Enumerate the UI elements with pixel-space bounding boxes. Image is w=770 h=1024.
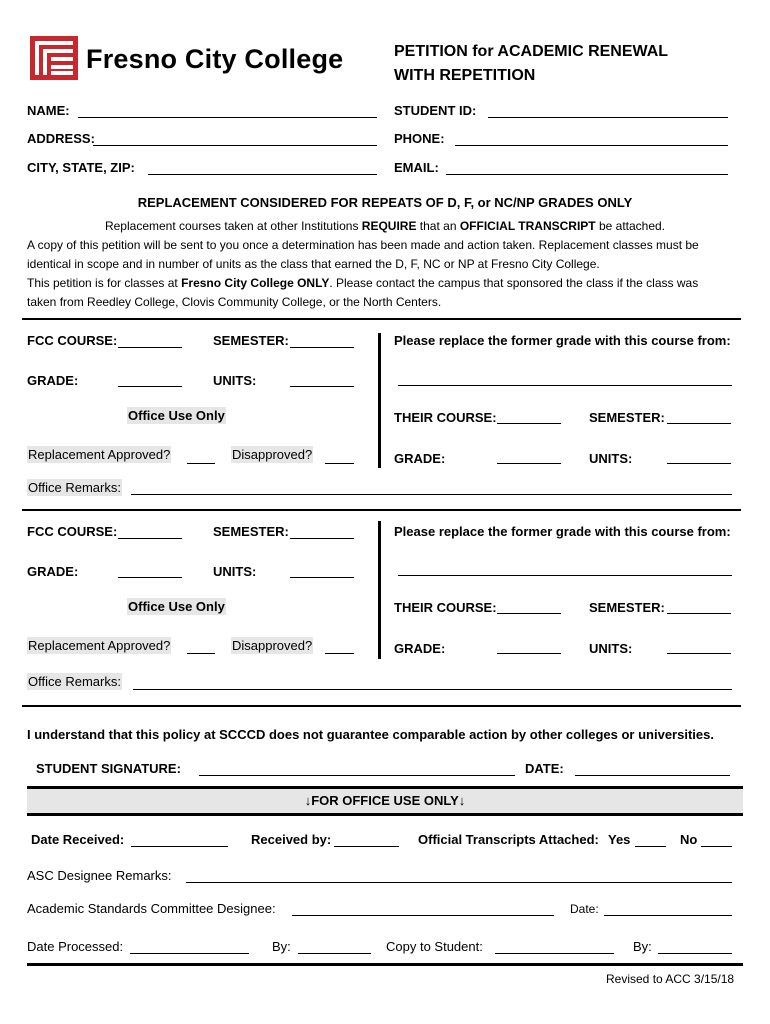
form-title-line2: WITH REPETITION	[394, 67, 536, 84]
signature-date-label: DATE:	[525, 761, 564, 776]
units-field[interactable]	[290, 386, 354, 387]
transcripts-attached-label: Official Transcripts Attached:	[418, 832, 599, 847]
intro-line5: taken from Reedley College, Clovis Community College, or the North Centers.	[27, 295, 442, 309]
their-units-label: UNITS:	[589, 641, 633, 656]
units-label: UNITS:	[213, 564, 257, 579]
received-by-label: Received by:	[251, 832, 332, 847]
their-semester-field[interactable]	[667, 423, 731, 424]
disapproved-label: Disapproved?	[232, 638, 313, 653]
transcripts-yes-field[interactable]	[635, 846, 666, 847]
other-college-field[interactable]	[398, 575, 732, 576]
college-logo	[30, 36, 78, 80]
college-name: Fresno City College	[86, 44, 344, 74]
intro-line4: This petition is for classes at Fresno City College ONLY. Please contact the campus that sponsored the class if the class was	[27, 276, 699, 290]
received-by-field[interactable]	[334, 846, 399, 847]
revised-note: Revised to ACC 3/15/18	[606, 972, 735, 986]
their-course-field[interactable]	[497, 613, 561, 614]
semester-label: SEMESTER:	[213, 333, 289, 348]
units-field[interactable]	[290, 577, 354, 578]
intro-line3: identical in scope and in number of units as the class that earned the D, F, NC or NP at Fresno City College.	[27, 257, 600, 271]
office-remarks-label: Office Remarks:	[28, 674, 121, 689]
their-semester-field[interactable]	[667, 613, 731, 614]
their-grade-label: GRADE:	[394, 641, 446, 656]
phone-label: PHONE:	[394, 131, 445, 146]
intro-line1: Replacement courses taken at other Institutions REQUIRE that an OFFICIAL TRANSCRIPT be attached.	[104, 219, 666, 233]
name-label: NAME:	[27, 103, 70, 118]
office-remarks-field[interactable]	[131, 494, 732, 495]
signature-label: STUDENT SIGNATURE:	[36, 761, 181, 776]
their-course-label: THEIR COURSE:	[394, 600, 497, 615]
phone-field[interactable]	[455, 145, 728, 146]
office-remarks-label: Office Remarks:	[28, 480, 121, 495]
replacement-approved-field[interactable]	[187, 463, 215, 464]
semester-field[interactable]	[290, 347, 354, 348]
fcc-course-label: FCC COURSE:	[27, 524, 118, 539]
units-label: UNITS:	[213, 373, 257, 388]
their-units-label: UNITS:	[589, 451, 633, 466]
column-divider	[378, 333, 381, 468]
office-use-banner	[27, 786, 743, 816]
office-remarks-field[interactable]	[133, 689, 732, 690]
replacement-heading: REPLACEMENT CONSIDERED FOR REPEATS OF D, F, or NC/NP GRADES ONLY	[137, 195, 633, 210]
disapproved-field[interactable]	[325, 653, 354, 654]
copy-by-field[interactable]	[658, 953, 732, 954]
section-divider	[22, 509, 741, 511]
copy-to-student-label: Copy to Student:	[386, 939, 483, 954]
signature-date-field[interactable]	[575, 775, 730, 776]
replacement-approved-label: Replacement Approved?	[28, 638, 171, 653]
city-state-zip-field[interactable]	[148, 174, 377, 175]
address-field[interactable]	[93, 145, 377, 146]
grade-label: GRADE:	[27, 564, 79, 579]
date-received-field[interactable]	[131, 846, 228, 847]
semester-label: SEMESTER:	[213, 524, 289, 539]
replace-from-label: Please replace the former grade with this course from:	[394, 333, 731, 348]
their-course-field[interactable]	[497, 423, 561, 424]
semester-field[interactable]	[290, 538, 354, 539]
their-grade-field[interactable]	[497, 653, 561, 654]
email-field[interactable]	[446, 174, 728, 175]
asc-remarks-field[interactable]	[186, 882, 732, 883]
replacement-approved-label: Replacement Approved?	[28, 447, 171, 462]
committee-designee-field[interactable]	[292, 915, 554, 916]
other-college-field[interactable]	[398, 385, 732, 386]
their-grade-field[interactable]	[497, 463, 561, 464]
office-use-only-label: Office Use Only	[128, 408, 225, 423]
replace-from-label: Please replace the former grade with this course from:	[394, 524, 731, 539]
city-state-zip-label: CITY, STATE, ZIP:	[27, 160, 135, 175]
disapproved-field[interactable]	[325, 463, 354, 464]
copy-by-label: By:	[633, 939, 652, 954]
date-processed-field[interactable]	[130, 953, 249, 954]
address-label: ADDRESS:	[27, 131, 95, 146]
date-processed-label: Date Processed:	[27, 939, 124, 954]
intro-line2: A copy of this petition will be sent to you once a determination has been made and action taken. Replacement classes must be	[27, 238, 699, 252]
grade-label: GRADE:	[27, 373, 79, 388]
footer-rule	[27, 963, 743, 966]
student-id-label: STUDENT ID:	[394, 103, 477, 118]
fcc-course-label: FCC COURSE:	[27, 333, 118, 348]
committee-date-field[interactable]	[604, 915, 732, 916]
transcripts-no-field[interactable]	[701, 846, 732, 847]
their-units-field[interactable]	[667, 463, 731, 464]
committee-date-label: Date:	[570, 902, 599, 916]
asc-remarks-label: ASC Designee Remarks:	[27, 868, 172, 883]
policy-statement: I understand that this policy at SCCCD does not guarantee comparable action by other colleges or universities.	[27, 727, 714, 742]
their-course-label: THEIR COURSE:	[394, 410, 497, 425]
signature-field[interactable]	[199, 775, 515, 776]
their-semester-label: SEMESTER:	[589, 410, 665, 425]
office-use-banner-text: ↓FOR OFFICE USE ONLY↓	[304, 793, 466, 808]
copy-to-student-field[interactable]	[495, 953, 614, 954]
their-semester-label: SEMESTER:	[589, 600, 665, 615]
name-field[interactable]	[78, 117, 377, 118]
disapproved-label: Disapproved?	[232, 447, 313, 462]
student-id-field[interactable]	[488, 117, 728, 118]
grade-field[interactable]	[118, 386, 182, 387]
date-received-label: Date Received:	[31, 832, 125, 847]
grade-field[interactable]	[118, 577, 182, 578]
their-units-field[interactable]	[667, 653, 731, 654]
committee-designee-label: Academic Standards Committee Designee:	[27, 901, 276, 916]
email-label: EMAIL:	[394, 160, 439, 175]
processed-by-label: By:	[272, 939, 291, 954]
form-title-line1: PETITION for ACADEMIC RENEWAL	[394, 43, 669, 60]
fcc-course-field[interactable]	[118, 538, 182, 539]
column-divider	[378, 521, 381, 659]
replacement-approved-field[interactable]	[187, 653, 215, 654]
transcripts-yes-label: Yes	[608, 832, 631, 847]
transcripts-no-label: No	[680, 832, 698, 847]
their-grade-label: GRADE:	[394, 451, 446, 466]
processed-by-field[interactable]	[298, 953, 371, 954]
office-use-only-label: Office Use Only	[128, 599, 225, 614]
section-divider	[22, 318, 741, 320]
section-divider	[22, 705, 741, 707]
fcc-course-field[interactable]	[118, 347, 182, 348]
